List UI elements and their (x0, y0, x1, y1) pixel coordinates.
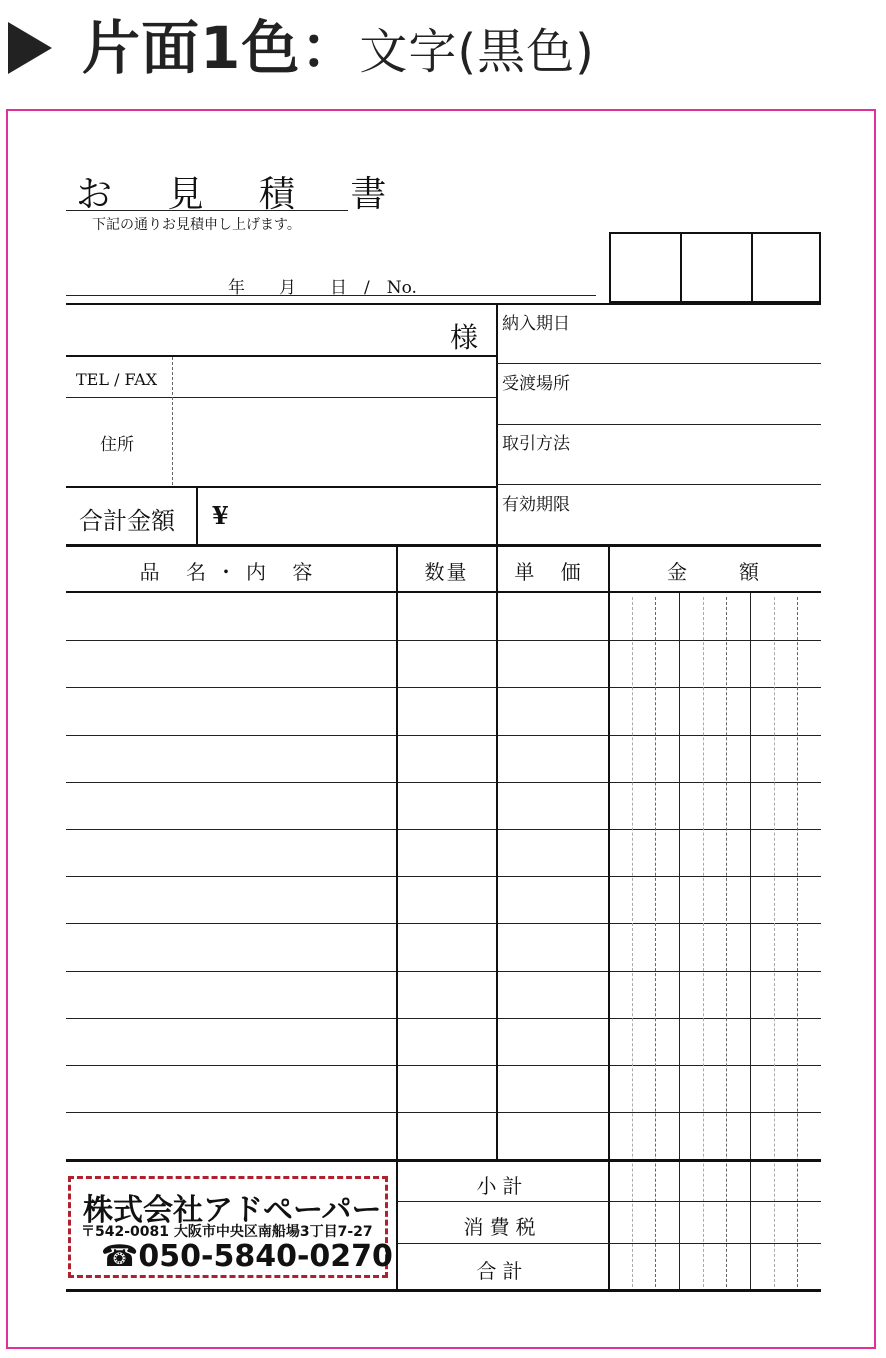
total-amount-label: 合計金額 (79, 507, 175, 535)
company-name: 株式会社アドペーパー (83, 1193, 382, 1228)
summary-rule (397, 1201, 821, 1202)
summary-rule (397, 1243, 821, 1244)
field-rule (497, 424, 821, 425)
digit-guide (774, 597, 775, 1287)
tax-label: 消費税 (463, 1215, 542, 1239)
title-main: 片面1色： (82, 14, 360, 82)
name-underline (66, 355, 496, 357)
yen-sign: ¥ (212, 501, 229, 530)
date-underline (66, 295, 596, 296)
stamp-boxes (609, 232, 821, 303)
address-label: 住所 (100, 435, 134, 455)
table-row-rule (66, 1112, 821, 1113)
col-qty: 数量 (424, 560, 469, 584)
table-row-rule (66, 829, 821, 830)
table-row-rule (66, 876, 821, 877)
field-rule (497, 484, 821, 485)
company-address: 〒542-0081 大阪市中央区南船場3丁目7-27 (81, 1224, 373, 1240)
label-divider (172, 357, 173, 485)
digit-group-divider (750, 593, 751, 1291)
grand-total-label: 合計 (476, 1259, 529, 1283)
company-stamp (68, 1176, 393, 1278)
table-row-rule (66, 687, 821, 688)
valid-until-label: 有効期限 (502, 495, 570, 515)
play-arrow-icon (8, 22, 52, 74)
col-divider (496, 546, 498, 1160)
date-number-line: 年 月 日 / No. (228, 278, 417, 298)
total-divider (196, 486, 198, 546)
digit-guide (703, 597, 704, 1287)
table-row-rule (66, 640, 821, 641)
form-subtitle: 下記の通りお見積申し上げます。 (92, 217, 301, 233)
customer-top-rule (66, 303, 821, 305)
table-row-rule (66, 1065, 821, 1066)
payment-terms-label: 取引方法 (502, 434, 570, 454)
col-item: 品 名・内 容 (139, 560, 323, 584)
col-divider (608, 546, 610, 1291)
telephone-icon: ☎ (101, 1239, 139, 1274)
stamp-divider (751, 234, 753, 301)
title-sub: 文字(黒色) (359, 24, 595, 80)
header-bottom-rule (66, 591, 821, 593)
tel-underline (66, 397, 496, 398)
col-unit-price: 単 価 (514, 560, 591, 584)
stamp-divider (680, 234, 682, 301)
summary-top-rule (66, 1159, 821, 1162)
table-row-rule (66, 971, 821, 972)
digit-guide (726, 597, 727, 1287)
digit-guide (632, 597, 633, 1287)
company-phone-line (101, 1239, 393, 1274)
sama-label: 様 (450, 321, 479, 354)
table-row-rule (66, 735, 821, 736)
form-bottom-rule (66, 1289, 821, 1292)
title-underline (66, 210, 348, 211)
subtotal-label: 小計 (476, 1174, 529, 1198)
table-row-rule (66, 1018, 821, 1019)
company-phone: 050-5840-0270 (138, 1239, 393, 1274)
col-amount: 金 額 (667, 560, 763, 584)
field-rule (497, 363, 821, 364)
total-top-rule (66, 486, 496, 488)
delivery-place-label: 受渡場所 (502, 374, 570, 394)
digit-group-divider (679, 593, 680, 1291)
digit-guide (655, 597, 656, 1287)
table-row-rule (66, 923, 821, 924)
table-top-rule (66, 544, 821, 547)
tel-fax-label: TEL / FAX (76, 370, 158, 389)
page-title (82, 8, 595, 92)
form-title: お 見 積 書 (76, 174, 409, 215)
delivery-date-label: 納入期日 (502, 314, 570, 334)
table-row-rule (66, 782, 821, 783)
digit-guide (797, 597, 798, 1287)
